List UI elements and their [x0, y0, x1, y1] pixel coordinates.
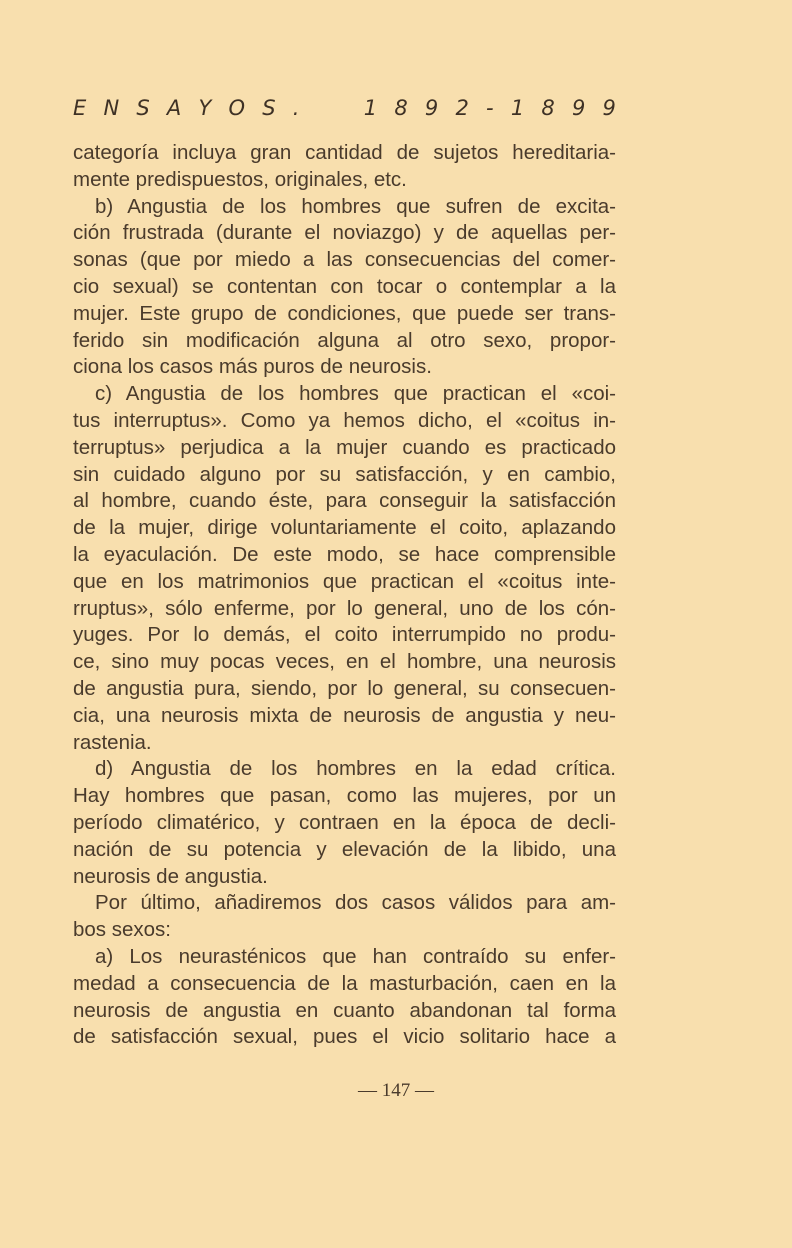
header-letter: Y: [198, 96, 212, 120]
header-letter: 2: [455, 96, 469, 120]
text-line: mente predispuestos, originales, etc.: [73, 167, 407, 191]
text-line: ferido sin modificación alguna al otro sexo, propor-: [73, 328, 616, 352]
text-line: cio sexual) se contentan con tocar o contemplar a la: [73, 274, 616, 298]
header-letter: O: [228, 96, 246, 120]
header-letter: .: [292, 96, 300, 120]
text-line: bos sexos:: [73, 918, 171, 942]
header-letter: 9: [571, 96, 586, 120]
header-letter: 9: [424, 96, 439, 120]
header-letter: 1: [363, 96, 378, 120]
header-letter: 8: [541, 96, 555, 120]
text-line: cia, una neurosis mixta de neurosis de angustia y neu-: [73, 703, 616, 727]
text-line: rastenia.: [73, 730, 152, 754]
text-line: neurosis de angustia.: [73, 864, 268, 888]
text-line: Por último, añadiremos dos casos válidos para am-: [95, 891, 616, 915]
text-line: que en los matrimonios que practican el «coitus inte-: [73, 569, 616, 593]
text-line: mujer. Este grupo de condiciones, que puede ser trans-: [73, 301, 616, 325]
text-line: la eyaculación. De este modo, se hace comprensible: [73, 542, 616, 566]
header-letter: 9: [602, 96, 616, 120]
header-letter: E: [73, 96, 87, 120]
text-line: rruptus», sólo enferme, por lo general, uno de los cón-: [73, 596, 616, 620]
header-letter: A: [166, 96, 182, 120]
text-line: neurosis de angustia en cuanto abandonan tal forma: [73, 998, 616, 1022]
text-line: c) Angustia de los hombres que practican el «coi-: [95, 382, 616, 406]
text-line: de angustia pura, siendo, por lo general, su consecuen-: [73, 676, 616, 700]
text-line: nación de su potencia y elevación de la libido, una: [73, 837, 616, 861]
text-line: de satisfacción sexual, pues el vicio solitario hace a: [73, 1025, 616, 1049]
text-line: categoría incluya gran cantidad de sujetos hereditaria-: [73, 141, 616, 164]
text-line: Hay hombres que pasan, como las mujeres, por un: [73, 784, 616, 808]
header-letter: -: [486, 96, 494, 120]
text-line: período climatérico, y contraen en la época de decli-: [73, 810, 616, 834]
text-line: de la mujer, dirige voluntariamente el coito, aplazando: [73, 516, 616, 540]
text-line: a) Los neurasténicos que han contraído su enfer-: [95, 944, 616, 968]
header-letter: 8: [394, 96, 408, 120]
text-line: medad a consecuencia de la masturbación, caen en la: [73, 971, 616, 995]
body-text: [73, 140, 616, 1051]
text-line: ce, sino muy pocas veces, en el hombre, una neurosis: [73, 650, 616, 674]
header-letter: N: [103, 96, 120, 120]
text-line: al hombre, cuando éste, para conseguir la satisfacción: [73, 489, 616, 513]
page-number: — 147 —: [358, 1080, 434, 1101]
text-line: yuges. Por lo demás, el coito interrumpido no produ-: [73, 623, 616, 647]
text-line: sin cuidado alguno por su satisfacción, y en cambio,: [73, 462, 616, 486]
text-line: tus interruptus». Como ya hemos dicho, el «coitus in-: [73, 408, 616, 432]
header-gap: [317, 96, 347, 120]
text-line: sonas (que por miedo a las consecuencias del comer-: [73, 248, 616, 272]
header-letter: S: [262, 96, 276, 120]
header-letter: S: [136, 96, 150, 120]
text-line: b) Angustia de los hombres que sufren de excita-: [95, 194, 616, 218]
text-line: ción frustrada (durante el noviazgo) y de aquellas per-: [73, 221, 616, 245]
text-line: terruptus» perjudica a la mujer cuando es practicado: [73, 435, 616, 459]
running-header: [73, 96, 616, 120]
text-line: d) Angustia de los hombres en la edad crítica.: [95, 757, 616, 781]
text-line: ciona los casos más puros de neurosis.: [73, 355, 432, 379]
header-letter: 1: [510, 96, 525, 120]
